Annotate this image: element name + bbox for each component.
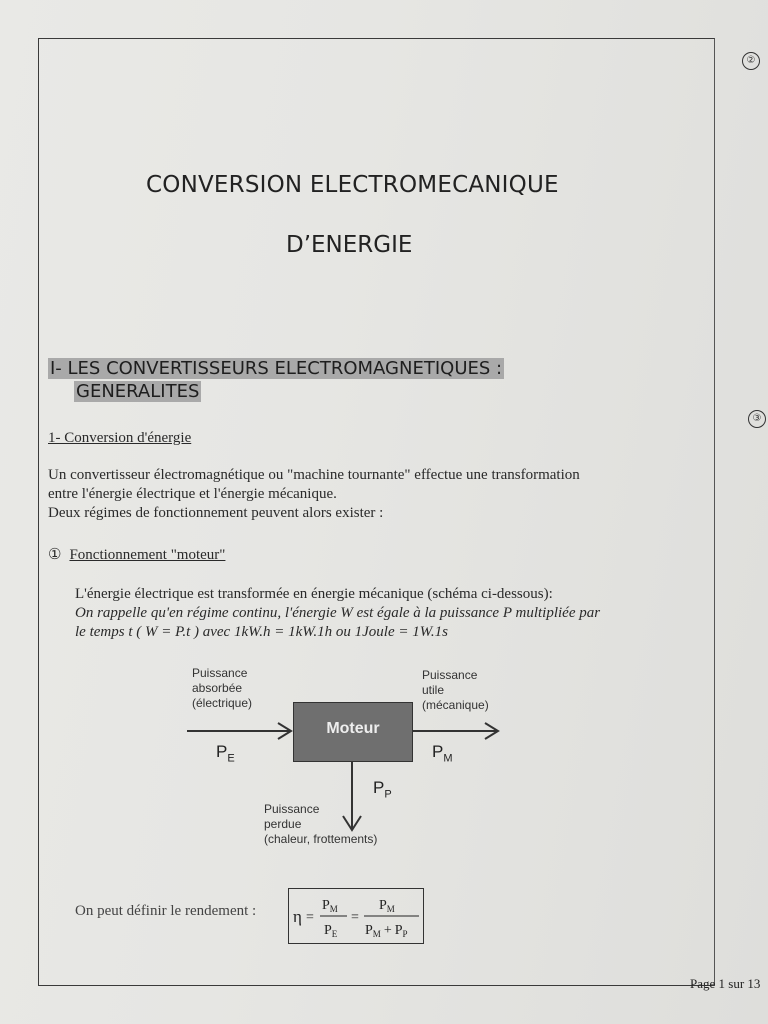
pe-base: P	[216, 742, 228, 761]
formula-graphic	[289, 889, 423, 943]
loss-power-label	[264, 802, 377, 847]
motor-power-diagram	[160, 660, 560, 860]
page-number: Page 1 sur 13	[690, 976, 761, 991]
label-line: (mécanique)	[422, 698, 489, 712]
intro-paragraph	[48, 466, 698, 523]
pe-symbol	[216, 742, 235, 764]
label-line: Puissance	[192, 666, 248, 680]
pe-sub: E	[227, 752, 235, 765]
pp-sub: P	[384, 788, 392, 801]
label-line: Puissance	[264, 802, 320, 816]
label-line: absorbée	[192, 681, 243, 695]
label-line: utile	[422, 683, 445, 697]
margin-mark-2: ②	[742, 52, 760, 70]
motor-description: L'énergie électrique est transformée en énergie mécanique (schéma ci-dessous):	[75, 586, 553, 602]
label-line: (électrique)	[192, 696, 253, 710]
pp-base: P	[373, 778, 385, 797]
label-line: Puissance	[422, 668, 478, 682]
eta-symbol: η	[293, 907, 302, 926]
input-power-label	[192, 666, 252, 711]
output-power-label	[422, 668, 489, 713]
label-line: perdue	[264, 817, 302, 831]
pm-symbol	[432, 742, 453, 764]
pm-numerator-2: $P_M$	[379, 898, 395, 914]
section-heading	[48, 357, 504, 403]
intro-line: Deux régimes de fonctionnement peuvent alors exister :	[48, 505, 384, 521]
pm-plus-pp-denominator: $P_M + P_P$	[365, 923, 408, 939]
mode-marker: ①	[48, 547, 62, 563]
mode-heading	[48, 545, 225, 564]
document-title-line1: CONVERSION ELECTROMECANIQUE	[146, 172, 559, 198]
pm-numerator: $P_M$	[322, 898, 338, 914]
equals-sign-1: =	[306, 910, 314, 925]
pe-denominator: $P_E$	[324, 923, 338, 939]
motor-box: Moteur	[293, 702, 413, 762]
subsection-heading: 1- Conversion d'énergie	[48, 430, 192, 446]
pm-sub: M	[443, 752, 453, 765]
document-title-line2: D’ENERGIE	[286, 232, 413, 258]
pp-symbol	[373, 778, 392, 800]
label-line: (chaleur, frottements)	[264, 832, 378, 846]
pm-base: P	[432, 742, 444, 761]
motor-paragraph	[75, 585, 705, 642]
mode-label: Fonctionnement "moteur"	[69, 547, 226, 563]
efficiency-formula	[288, 888, 424, 944]
reminder-line: le temps t ( W = P.t ) avec 1kW.h = 1kW.1h ou 1Joule = 1W.1s	[75, 624, 448, 640]
intro-line: entre l'énergie électrique et l'énergie mécanique.	[48, 486, 337, 502]
equals-sign-2: =	[351, 910, 359, 925]
section-heading-line2: GENERALITES	[76, 381, 200, 402]
section-heading-line1: I- LES CONVERTISSEURS ELECTROMAGNETIQUES :	[50, 358, 503, 379]
intro-line: Un convertisseur électromagnétique ou "machine tournante" effectue une transformation	[48, 467, 580, 483]
margin-mark-3: ③	[748, 410, 766, 428]
efficiency-text: On peut définir le rendement :	[75, 903, 257, 919]
reminder-line: On rappelle qu'en régime continu, l'énergie W est égale à la puissance P multipliée par	[75, 605, 601, 621]
